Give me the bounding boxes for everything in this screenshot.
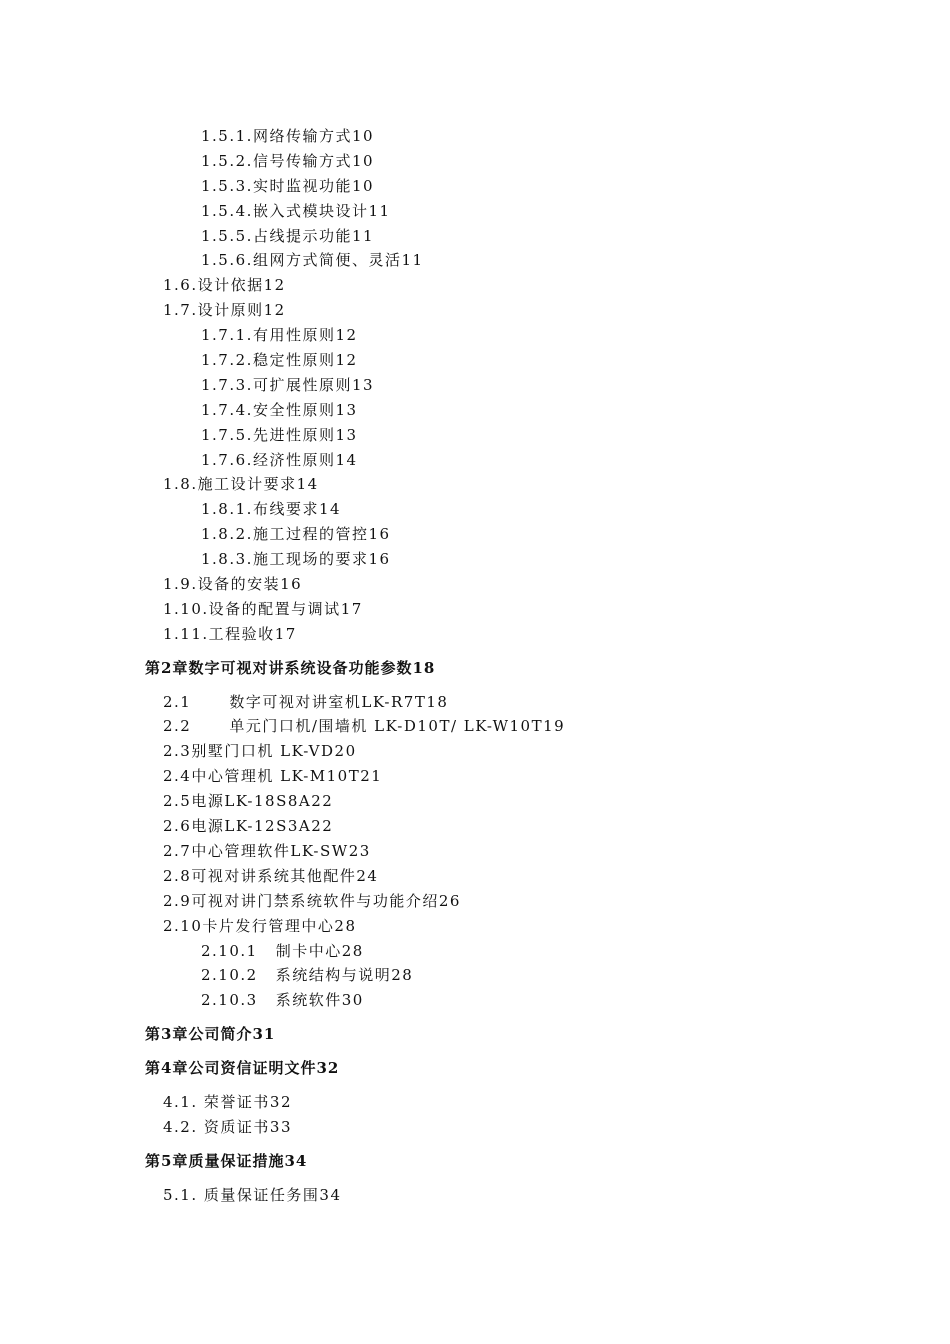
toc-entry[interactable] — [0, 939, 950, 964]
toc-page: 22 — [311, 792, 334, 811]
toc-title: 系统结构与说明 — [275, 966, 392, 985]
toc-entry[interactable] — [0, 224, 950, 249]
toc-page: 21 — [360, 767, 383, 786]
toc-page: 10 — [351, 127, 375, 145]
toc-entry[interactable] — [0, 149, 950, 174]
toc-entry[interactable] — [0, 814, 950, 839]
toc-page: 14 — [335, 450, 358, 469]
toc-entry[interactable] — [0, 547, 950, 572]
toc-entry[interactable] — [0, 398, 950, 423]
toc-title: 设计依据 — [197, 276, 264, 295]
toc-page: 26 — [438, 891, 461, 910]
toc-title: 信号传输方式 — [252, 151, 352, 170]
toc-number: 2.2 — [163, 717, 192, 736]
toc-entry[interactable] — [0, 373, 950, 398]
toc-title: 系统软件 — [275, 991, 342, 1010]
toc-page: 28 — [334, 916, 357, 935]
toc-entry[interactable] — [0, 323, 950, 348]
toc-entry[interactable] — [0, 448, 950, 473]
toc-title: 设计原则 — [197, 301, 264, 320]
toc-title: 占线提示功能 — [252, 226, 352, 245]
toc-title: 施工设计要求 — [197, 475, 297, 494]
toc-number: 1.7.6. — [201, 450, 253, 469]
table-of-contents — [0, 124, 950, 1208]
toc-page: 30 — [341, 991, 364, 1010]
toc-page: 23 — [348, 841, 371, 860]
toc-number: 2.5 — [163, 792, 192, 811]
toc-number: 1.7.5. — [201, 425, 253, 444]
toc-chapter-heading[interactable] — [0, 656, 950, 681]
toc-number: 1.6. — [163, 276, 198, 295]
toc-entry[interactable] — [0, 690, 950, 715]
toc-number: 2.10.1 — [201, 941, 258, 960]
toc-title: 先进性原则 — [252, 425, 336, 444]
toc-entry[interactable] — [0, 1090, 950, 1115]
toc-number: 2.10.3 — [201, 991, 258, 1010]
toc-page: 20 — [334, 742, 357, 761]
toc-number: 1.7.1. — [201, 326, 253, 345]
toc-number: 1.5.2. — [201, 151, 253, 170]
toc-number: 2.6 — [163, 817, 192, 836]
toc-number: 1.5.1. — [201, 127, 253, 145]
toc-page: 19 — [543, 717, 566, 736]
toc-page: 28 — [341, 941, 364, 960]
toc-page: 13 — [335, 425, 358, 444]
toc-title: 别墅门口机 LK-VD — [191, 742, 335, 761]
toc-title: 质量保证措施 — [188, 1151, 285, 1170]
toc-entry[interactable] — [0, 739, 950, 764]
toc-title: 设备的安装 — [197, 575, 281, 594]
toc-number: 1.8.1. — [201, 500, 253, 519]
toc-number: 1.10. — [163, 599, 209, 618]
toc-entry[interactable] — [0, 963, 950, 988]
toc-page: 12 — [335, 326, 358, 345]
toc-page: 10 — [351, 151, 375, 170]
toc-title: 资质证书 — [197, 1117, 270, 1136]
toc-page: 32 — [269, 1092, 292, 1111]
toc-page: 16 — [280, 575, 303, 594]
toc-title: 卡片发行管理中心 — [202, 916, 335, 935]
toc-entry[interactable] — [0, 597, 950, 622]
toc-entry[interactable] — [0, 174, 950, 199]
toc-page: 11 — [368, 201, 391, 220]
toc-title: 数字可视对讲系统设备功能参数 — [188, 658, 413, 677]
toc-number: 第5章 — [145, 1151, 189, 1170]
toc-title: 质量保证任务围 — [197, 1185, 320, 1204]
toc-number: 1.5.3. — [201, 176, 253, 195]
toc-page: 12 — [263, 276, 286, 295]
toc-title: 施工现场的要求 — [252, 550, 369, 569]
toc-page: 12 — [335, 351, 358, 370]
toc-number: 1.5.6. — [201, 251, 253, 270]
toc-page: 12 — [263, 301, 286, 320]
toc-number: 第3章 — [145, 1025, 189, 1044]
toc-title: 嵌入式模块设计 — [252, 201, 369, 220]
toc-page: 18 — [412, 658, 436, 677]
toc-title: 施工过程的管控 — [252, 525, 369, 544]
toc-title: 单元门口机/围墙机 LK-D10T/ LK-W10T — [229, 717, 544, 736]
toc-number: 1.8. — [163, 475, 198, 494]
toc-number: 1.7.2. — [201, 351, 253, 370]
toc-number: 1.7. — [163, 301, 198, 320]
toc-title: 可扩展性原则 — [252, 375, 352, 394]
toc-entry[interactable] — [0, 839, 950, 864]
toc-entry[interactable] — [0, 764, 950, 789]
toc-page: 34 — [319, 1185, 342, 1204]
toc-title: 工程验收 — [208, 624, 275, 643]
toc-number: 4.1. — [163, 1092, 198, 1111]
toc-page: 10 — [351, 176, 375, 195]
toc-page: 32 — [316, 1059, 340, 1078]
toc-page: 16 — [368, 550, 391, 569]
toc-number: 4.2. — [163, 1117, 198, 1136]
toc-title: 可视对讲门禁系统软件与功能介绍 — [191, 891, 439, 910]
toc-entry[interactable] — [0, 248, 950, 273]
toc-page: 24 — [356, 866, 379, 885]
toc-number: 第2章 — [145, 658, 189, 677]
toc-entry[interactable] — [0, 423, 950, 448]
toc-chapter-heading[interactable] — [0, 1149, 950, 1174]
toc-page: 34 — [284, 1151, 308, 1170]
toc-title: 组网方式简便、灵活 — [252, 251, 402, 270]
toc-number: 1.8.3. — [201, 550, 253, 569]
toc-entry[interactable] — [0, 1115, 950, 1140]
toc-number: 1.5.4. — [201, 201, 253, 220]
toc-title: 电源LK-12S3A — [191, 817, 312, 836]
toc-page: 11 — [401, 251, 424, 270]
toc-title: 公司资信证明文件 — [188, 1059, 317, 1078]
toc-entry[interactable] — [0, 522, 950, 547]
toc-entry[interactable] — [0, 889, 950, 914]
toc-number: 2.8 — [163, 866, 192, 885]
toc-entry[interactable] — [0, 864, 950, 889]
toc-title: 实时监视功能 — [252, 176, 352, 195]
toc-entry[interactable] — [0, 199, 950, 224]
toc-entry[interactable] — [0, 1183, 950, 1208]
toc-title: 中心管理机 LK-M10T — [191, 767, 361, 786]
toc-page: 17 — [274, 624, 297, 643]
toc-page: 13 — [335, 400, 358, 419]
toc-title: 制卡中心 — [275, 941, 342, 960]
toc-entry[interactable] — [0, 124, 950, 149]
toc-number: 1.5.5. — [201, 226, 253, 245]
toc-title: 布线要求 — [252, 500, 319, 519]
toc-title: 安全性原则 — [252, 400, 336, 419]
toc-number: 第4章 — [145, 1059, 189, 1078]
toc-entry[interactable] — [0, 273, 950, 298]
toc-number: 5.1. — [163, 1185, 198, 1204]
toc-entry[interactable] — [0, 298, 950, 323]
toc-entry[interactable] — [0, 497, 950, 522]
toc-number: 1.7.3. — [201, 375, 253, 394]
toc-page: 16 — [368, 525, 391, 544]
toc-number: 2.7 — [163, 841, 192, 860]
toc-page: 11 — [351, 226, 375, 245]
toc-title: 数字可视对讲室机LK-R7T — [229, 692, 427, 711]
toc-page: 28 — [391, 966, 414, 985]
toc-number: 2.3 — [163, 742, 192, 761]
toc-title: 荣誉证书 — [197, 1092, 270, 1111]
toc-title: 设备的配置与调试 — [208, 599, 341, 618]
toc-page: 17 — [340, 599, 363, 618]
toc-title: 稳定性原则 — [252, 351, 336, 370]
toc-title: 电源LK-18S8A — [191, 792, 312, 811]
toc-entry[interactable] — [0, 914, 950, 939]
toc-page: 31 — [252, 1025, 276, 1044]
toc-number: 1.7.4. — [201, 400, 253, 419]
toc-entry[interactable] — [0, 472, 950, 497]
toc-number: 2.1 — [163, 692, 192, 711]
toc-title: 公司简介 — [188, 1025, 253, 1044]
toc-title: 可视对讲系统其他配件 — [191, 866, 357, 885]
toc-entry[interactable] — [0, 988, 950, 1013]
toc-number: 1.9. — [163, 575, 198, 594]
toc-page: 33 — [269, 1117, 292, 1136]
toc-entry[interactable] — [0, 789, 950, 814]
toc-number: 2.4 — [163, 767, 192, 786]
toc-number: 2.10 — [163, 916, 203, 935]
toc-title: 有用性原则 — [252, 326, 336, 345]
toc-chapter-heading[interactable] — [0, 1056, 950, 1081]
toc-entry[interactable] — [0, 348, 950, 373]
toc-title: 经济性原则 — [252, 450, 336, 469]
toc-entry[interactable] — [0, 572, 950, 597]
toc-chapter-heading[interactable] — [0, 1022, 950, 1047]
toc-number: 1.11. — [163, 624, 209, 643]
toc-entry[interactable] — [0, 714, 950, 739]
toc-number: 1.8.2. — [201, 525, 253, 544]
toc-number: 2.9 — [163, 891, 192, 910]
toc-number: 2.10.2 — [201, 966, 258, 985]
toc-entry[interactable] — [0, 622, 950, 647]
toc-page: 18 — [426, 692, 449, 711]
toc-page: 14 — [318, 500, 342, 519]
toc-title: 中心管理软件LK-SW — [191, 841, 349, 860]
toc-page: 22 — [311, 817, 334, 836]
toc-page: 14 — [296, 475, 319, 494]
toc-title: 网络传输方式 — [252, 127, 352, 145]
toc-page: 13 — [351, 375, 375, 394]
